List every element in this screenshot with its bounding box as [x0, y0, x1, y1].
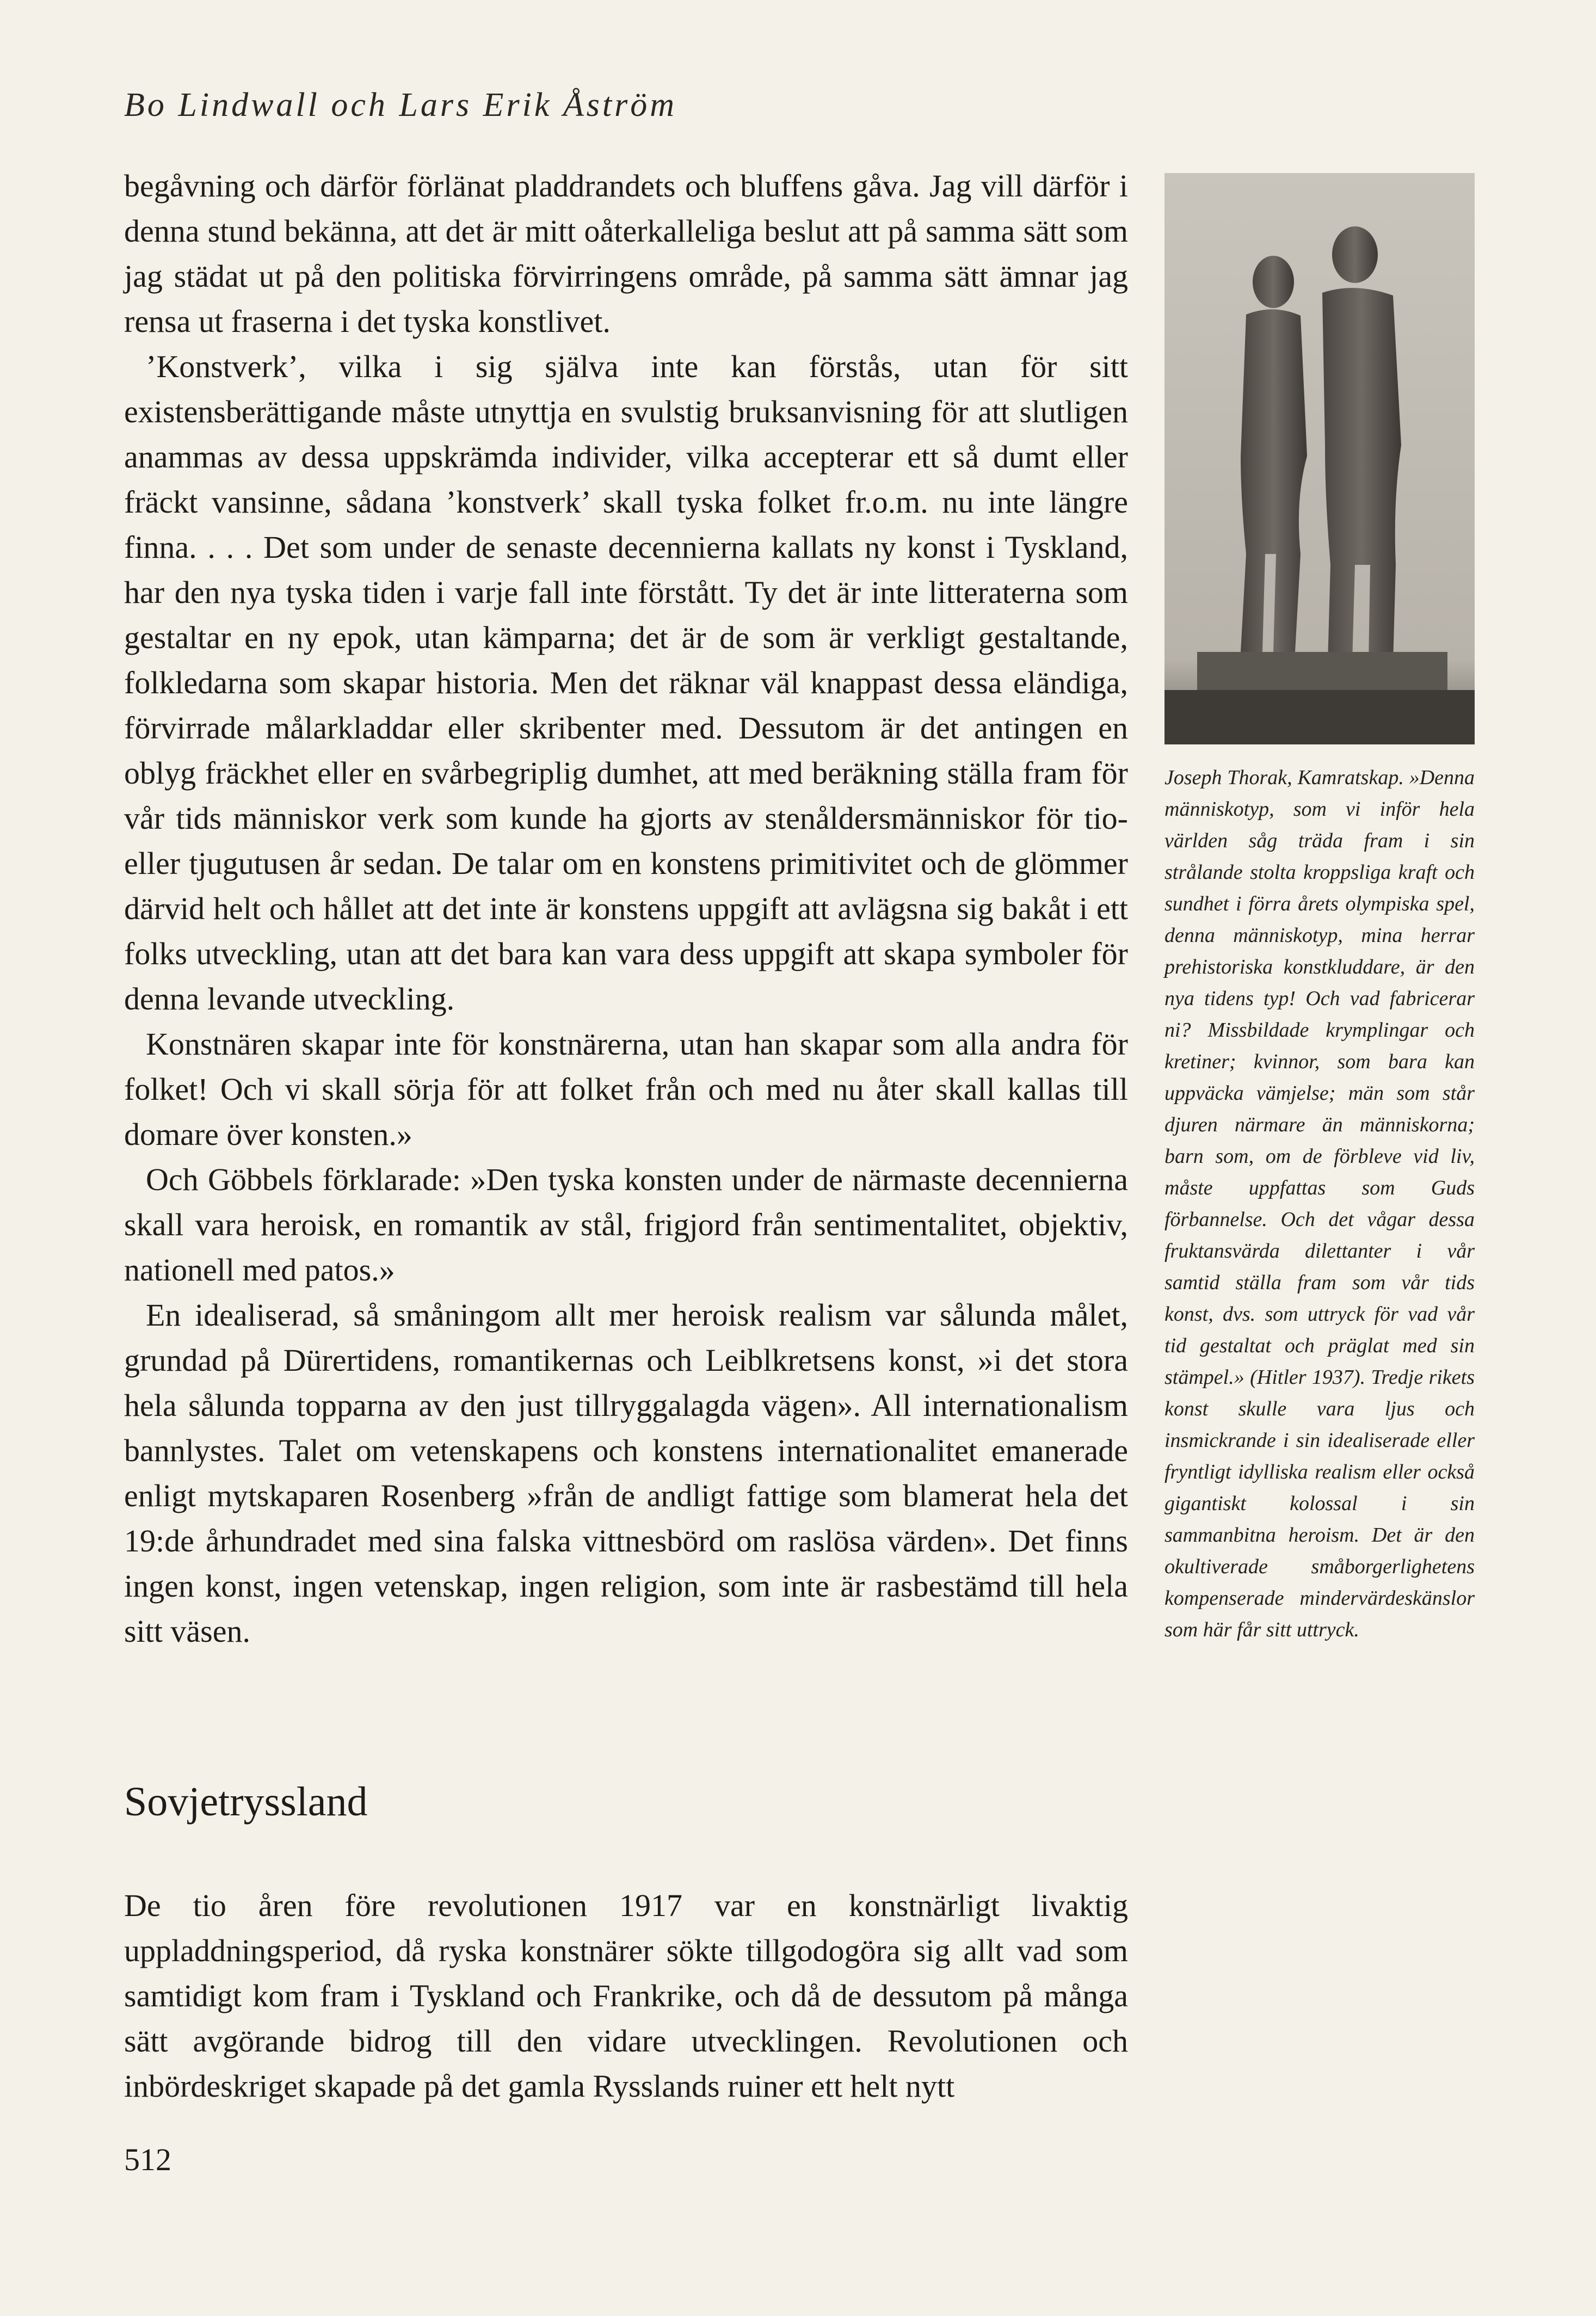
- paragraph: De tio åren före revolutionen 1917 var en konstnärligt livaktig uppladdningsperiod, då ryska konstnärer sökte tillgodogöra sig allt vad som samtidigt kom fram i Tyskland och Frankrike, och då de dessutom på många sätt avgörande bidrog till den vidare utvecklingen. Revolutionen och inbördeskriget skapade på det gamla Rysslands ruiner ett helt nytt: [124, 1888, 1128, 2104]
- section-intro: [124, 1883, 1128, 2109]
- paragraph: begåvning och därför förlänat pladdrandets och bluffens gåva. Jag vill därför i denna stund bekänna, att det är mitt oåterkalleliga beslut att på samma sätt som jag städat ut på den politiska förvirringens område, på samma sätt ämnar jag rensa ut fraserna i det tyska konstlivet.: [124, 168, 1128, 339]
- running-head: Bo Lindwall och Lars Erik Åström: [124, 87, 677, 124]
- sculpture-illustration: [1164, 173, 1475, 744]
- paragraph: En idealiserad, så småningom allt mer heroisk realism var sålunda målet, grundad på Dürertidens, romantikernas och Leiblkretsens konst, »i det stora hela sålunda topparna av den just tillryggalagda vägen». All internationalism bannlystes. Talet om vetenskapens och konstens internationalitet emanerade enligt mytskaparen Rosenberg »från de andligt fattige som blamerat hela det 19:de århundradet med sina falska vittnesbörd om raslösa värden». Det finns ingen konst, ingen vetenskap, ingen religion, som inte är rasbestämd till hela sitt väsen.: [124, 1297, 1128, 1649]
- figure-caption: [1164, 762, 1475, 1646]
- sculpture-photo: [1164, 173, 1475, 744]
- body-text: [124, 163, 1128, 1654]
- paragraph: Konstnären skapar inte för konstnärerna, utan han skapar som alla andra för folket! Och vi skall sörja för att folket från och med nu åter skall kallas till domare över konsten.»: [124, 1026, 1128, 1152]
- page-number: 512: [124, 2142, 171, 2177]
- section-heading: Sovjetryssland: [124, 1779, 368, 1825]
- caption-text: Joseph Thorak, Kamratskap. »Denna människotyp, som vi inför hela världen såg träda fram i sin strålande stolta kroppsliga kraft och sundhet i förra årets olympiska spel, denna människotyp, mina herrar prehistoriska konstkluddare, är den nya tidens typ! Och vad fabricerar ni? Missbildade krymplingar och kretiner; kvinnor, som bara kan uppväcka vämjelse; män som står djuren närmare än människorna; barn som, om de förbleve vid liv, måste uppfattas som Guds förbannelse. Och det vågar dessa fruktansvärda dilettanter i vår samtid ställa fram som vår tids konst, dvs. som uttryck för vad vår tid gestaltat och präglat med sin stämpel.» (Hitler 1937). Tredje rikets konst skulle vara ljus och insmickrande i sin idealiserade eller fryntligt idylliska realism eller också gigantiskt kolossal i sin sammanbitna heroism. Det är den okultiverade småborgerlighetens kompenserade mindervärdeskänslor som här får sitt uttryck.: [1164, 766, 1475, 1641]
- paragraph: ’Konstverk’, vilka i sig själva inte kan förstås, utan för sitt existensberättigande måste utnyttja en svulstig bruksanvisning för att slutligen anammas av dessa uppskrämda individer, vilka accepterar ett så dumt eller fräckt vansinne, sådana ’konstverk’ skall tyska folket fr.o.m. nu inte längre finna. . . . Det som under de senaste decennierna kallats ny konst i Tyskland, har den nya tyska tiden i varje fall inte förstått. Ty det är inte litteraterna som gestaltar en ny epok, utan kämparna; det är de som är verkligt gestaltande, folkledarna som skapar historia. Men det räknar väl knappast dessa eländiga, förvirrade målarkladdar eller skribenter med. Dessutom är det antingen en oblyg fräckhet eller en svårbegriplig dumhet, att med beräkning ställa fram för vår tids människor verk som kunde ha gjorts av stenåldersmänniskor för tio- eller tjugutusen år sedan. De talar om en konstens primitivitet och de glömmer därvid helt och hållet att det inte är konstens uppgift att avlägsna sig bakåt i ett folks utveckling, utan att det bara kan vara dess uppgift att skapa symboler för denna levande utveckling.: [124, 349, 1128, 1017]
- paragraph: Och Göbbels förklarade: »Den tyska konsten under de närmaste decennierna skall vara heroisk, en romantik av stål, frigjord från sentimentalitet, objektiv, nationell med patos.»: [124, 1162, 1128, 1288]
